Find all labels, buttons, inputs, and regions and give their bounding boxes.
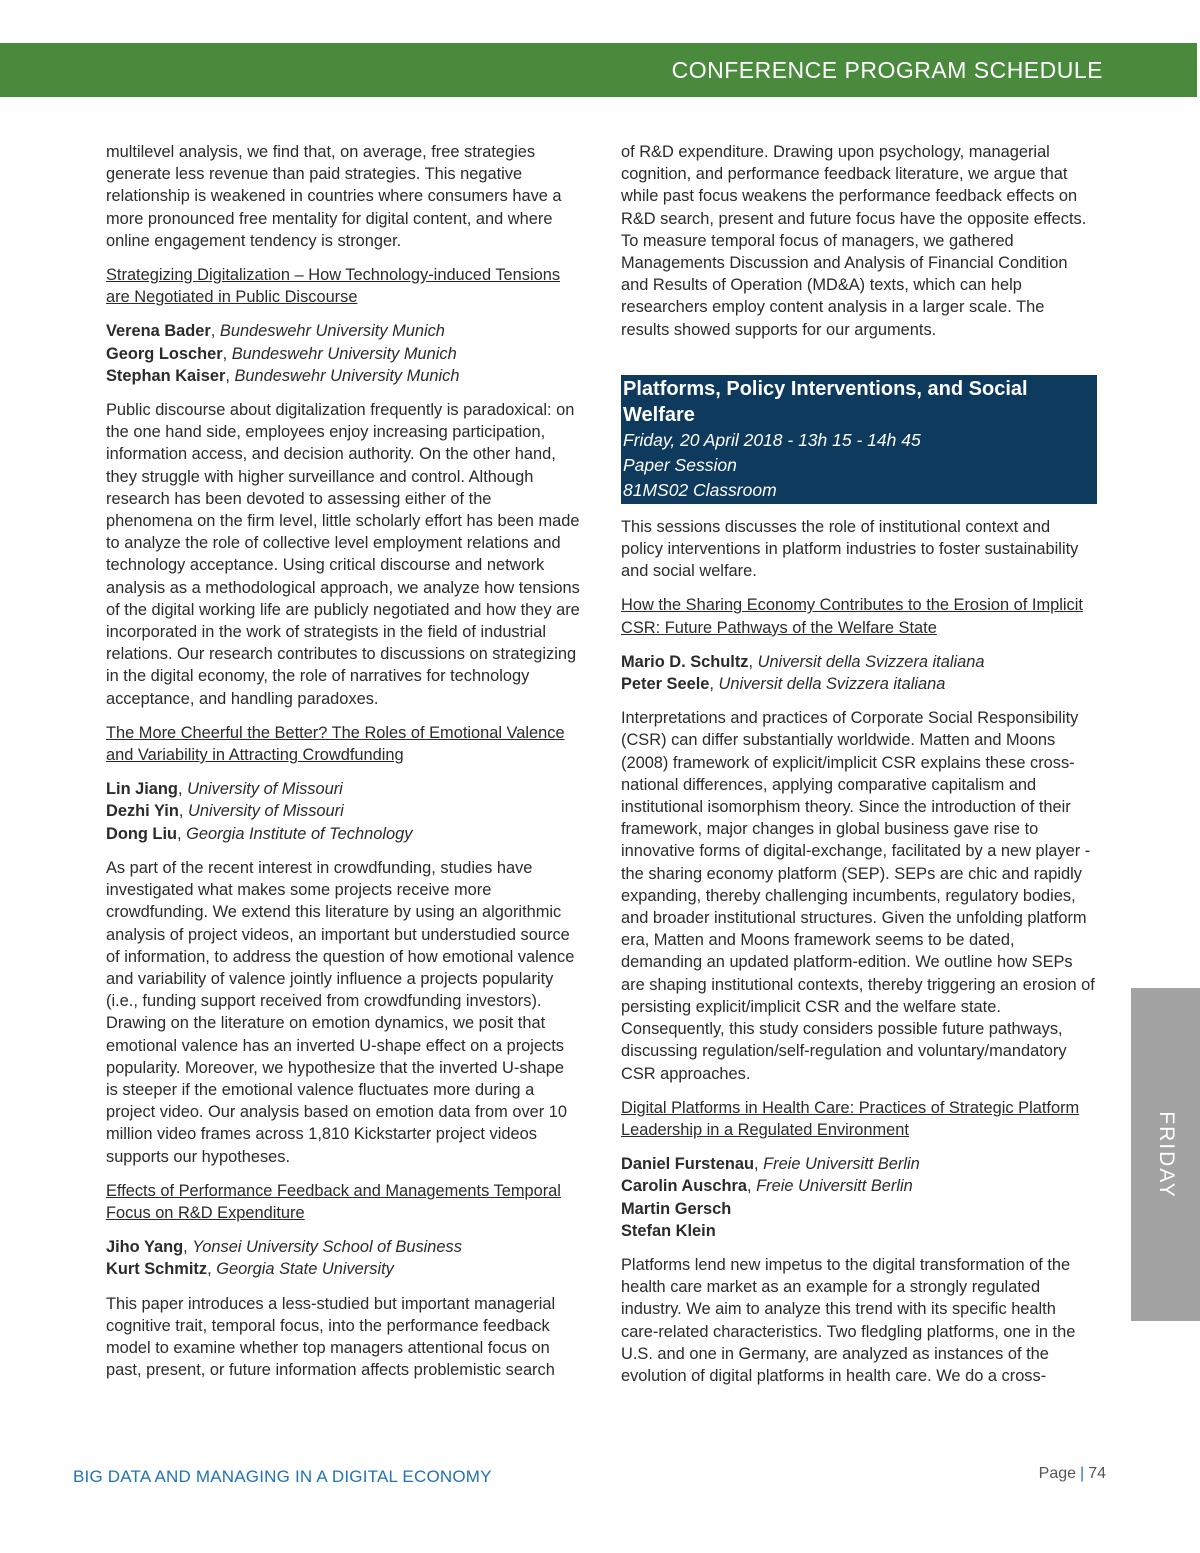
session-type: Paper Session [623, 454, 737, 475]
page-separator: | [1080, 1465, 1085, 1482]
session-room: 81MS02 Classroom [623, 479, 777, 500]
session-datetime: Friday, 20 April 2018 - 13h 15 - 14h 45 [623, 429, 921, 450]
author-name: Mario D. Schultz [621, 652, 749, 671]
author-affiliation: Yonsei University School of Business [192, 1238, 462, 1257]
author-affiliation: Universit della Svizzera italiana [718, 675, 946, 694]
page-header-title: CONFERENCE PROGRAM SCHEDULE [671, 57, 1103, 83]
author-name: Georg Loscher [106, 344, 223, 363]
author-list [106, 320, 580, 387]
author-list [621, 651, 1095, 695]
author-name: Jiho Yang [106, 1238, 184, 1257]
author-affiliation: Bundeswehr University Munich [219, 322, 445, 341]
session-title: Platforms, Policy Interventions, and Social Welfare [623, 377, 1028, 426]
session-header [621, 375, 1097, 504]
footer-page-number [1039, 1465, 1106, 1483]
author-entry: Carolin Auschra, Freie Universitt Berlin [621, 1177, 913, 1196]
author-entry: Kurt Schmitz, Georgia State University [106, 1260, 394, 1279]
author-list [621, 1153, 1095, 1242]
author-name: Daniel Furstenau [621, 1155, 754, 1174]
author-name: Stephan Kaiser [106, 366, 226, 385]
paper-abstract: This paper introduces a less-studied but important managerial cognitive trait, temporal focus, into the performance feedback model to examine whether top managers attentional focus on past, present, or future information affects problemistic search [106, 1294, 556, 1380]
author-entry: Lin Jiang, University of Missouri [106, 780, 343, 799]
author-entry: Daniel Furstenau, Freie Universitt Berlin [621, 1155, 920, 1174]
paper-title-link[interactable]: Effects of Performance Feedback and Managements Temporal Focus on R&D Expenditure [106, 1181, 561, 1222]
author-name: Dezhi Yin [106, 802, 179, 821]
author-affiliation: Bundeswehr University Munich [231, 344, 457, 363]
author-entry: Verena Bader, Bundeswehr University Munich [106, 322, 445, 341]
author-affiliation: Georgia State University [216, 1260, 394, 1279]
paper-abstract: Platforms lend new impetus to the digital transformation of the health care market as an example for a strongly regulated industry. We aim to analyze this trend with its specific health care-related characteristics. Two fledgling platforms, one in the U.S. and one in Germany, are analyzed as instances of the evolution of digital platforms in health care. We do a cross- [621, 1255, 1076, 1385]
author-entry [621, 1220, 1095, 1242]
author-affiliation: Freie Universitt Berlin [763, 1155, 920, 1174]
paper-abstract: As part of the recent interest in crowdfunding, studies have investigated what makes some projects receive more crowdfunding. We extend this literature by using an algorithmic analysis of project videos, an important but understudied source of information, to address the question of how emotional valence and variability of valence jointly influence a projects popularity (i.e., funding support received from crowdfunding investors). Drawing on the literature on emotion dynamics, we posit that emotional valence has an inverted U-shape effect on a projects popularity. Moreover, we hypothesize that the inverted U-shape is steeper if the emotional valence fluctuates more during a project video. Our analysis based on emotion data from over 10 million video frames across 1,810 Kickstarter project videos supports our hypotheses. [106, 858, 575, 1166]
author-list [106, 1236, 580, 1280]
author-affiliation: Freie Universitt Berlin [756, 1177, 913, 1196]
author-affiliation: Universit della Svizzera italiana [757, 652, 985, 671]
page-number: 74 [1088, 1465, 1106, 1482]
author-entry: Jiho Yang, Yonsei University School of Business [106, 1238, 462, 1257]
day-side-tab-label: FRIDAY [1154, 1110, 1178, 1199]
paper-abstract: Public discourse about digitalization frequently is paradoxical: on the one hand side, employees enjoy increasing participation, information access, and decision authority. On the other hand, they struggle with higher surveillance and control. Although research has been devoted to assessing either of the phenomena on the firm level, little scholarly effort has been made to analyze the role of collective level employment relations and technology acceptance. Using critical discourse and network analysis as a methodological approach, we analyze how tensions of the digital working life are publicly negotiated and how they are incorporated in the work of strategists in the field of industrial relations. Our research contributes to discussions on strategizing in the digital economy, the role of narratives for technology acceptance, and handling paradoxes. [106, 401, 580, 708]
day-side-tab [1131, 988, 1200, 1321]
author-entry: Mario D. Schultz, Universit della Svizzera italiana [621, 652, 985, 671]
paper-abstract: Interpretations and practices of Corporate Social Responsibility (CSR) can differ substantially worldwide. Matten and Moons (2008) framework of explicit/implicit CSR explains these cross-national differences, applying comparative capitalism and institutional isomorphism theory. Since the introduction of their framework, major changes in global business gave rise to innovative forms of digital-exchange, facilitated by a new player - the sharing economy platform (SEP). SEPs are chic and rapidly expanding, thereby challenging incumbents, regulatory bodies, and broader institutional structures. Given the unfolding platform era, Matten and Moons framework seems to be dated, demanding an updated platform-edition. We outline how SEPs are shaping institutional contexts, thereby triggering an erosion of persisting explicit/implicit CSR and the welfare state. Consequently, this study considers possible future pathways, discussing regulation/self-regulation and voluntary/mandatory CSR approaches. [621, 709, 1095, 1083]
author-affiliation: University of Missouri [187, 802, 344, 821]
author-affiliation: Georgia Institute of Technology [186, 824, 413, 843]
author-name: Carolin Auschra [621, 1177, 747, 1196]
author-name: Kurt Schmitz [106, 1260, 208, 1279]
author-entry: Georg Loscher, Bundeswehr University Munich [106, 344, 457, 363]
author-list [106, 778, 580, 845]
author-name: Dong Liu [106, 824, 178, 843]
paper-title-link[interactable]: The More Cheerful the Better? The Roles of Emotional Valence and Variability in Attracting Crowdfunding [106, 723, 565, 765]
author-affiliation: University of Missouri [187, 780, 343, 799]
continued-paragraph: of R&D expenditure. Drawing upon psychology, managerial cognition, and performance feedback literature, we argue that while past focus weakens the performance feedback effects on R&D search, present and future focus have the opposite effects. To measure temporal focus of managers, we gathered Managements Discussion and Analysis of Financial Condition and Results of Operation (MD&A) texts, which can help researchers employ content analysis in a larger scale. The results showed supports for our arguments. [621, 143, 1087, 339]
left-column [106, 141, 580, 1393]
right-column [621, 141, 1095, 1399]
page-label: Page [1038, 1465, 1077, 1482]
paper-title-link[interactable]: Digital Platforms in Health Care: Practices of Strategic Platform Leadership in a Regulated Environment [621, 1098, 1080, 1139]
paper-title-link[interactable]: How the Sharing Economy Contributes to the Erosion of Implicit CSR: Future Pathways of the Welfare State [621, 596, 1083, 637]
author-name: Stefan Klein [621, 1221, 716, 1240]
author-name: Lin Jiang [106, 780, 178, 799]
continued-paragraph: multilevel analysis, we find that, on average, free strategies generate less revenue than paid strategies. This negative relationship is weakened in countries where consumers have a more pronounced free mentality for digital content, and where online engagement tendency is stronger. [106, 143, 562, 250]
author-name: Martin Gersch [621, 1199, 732, 1218]
author-affiliation: Bundeswehr University Munich [234, 366, 460, 385]
footer-publication-title: BIG DATA AND MANAGING IN A DIGITAL ECONOMY [73, 1467, 492, 1486]
header-bar [0, 43, 1197, 97]
author-entry: Stephan Kaiser, Bundeswehr University Munich [106, 366, 460, 385]
author-entry: Dong Liu, Georgia Institute of Technology [106, 824, 413, 843]
author-entry: Dezhi Yin, University of Missouri [106, 802, 344, 821]
author-entry [621, 1198, 1095, 1220]
author-name: Peter Seele [621, 675, 710, 694]
author-entry: Peter Seele, Universit della Svizzera italiana [621, 675, 946, 694]
paper-title-link[interactable]: Strategizing Digitalization – How Technology-induced Tensions are Negotiated in Public Discourse [106, 266, 561, 307]
author-name: Verena Bader [106, 322, 211, 341]
session-description: This sessions discusses the role of institutional context and policy interventions in platform industries to foster sustainability and social welfare. [621, 517, 1079, 581]
